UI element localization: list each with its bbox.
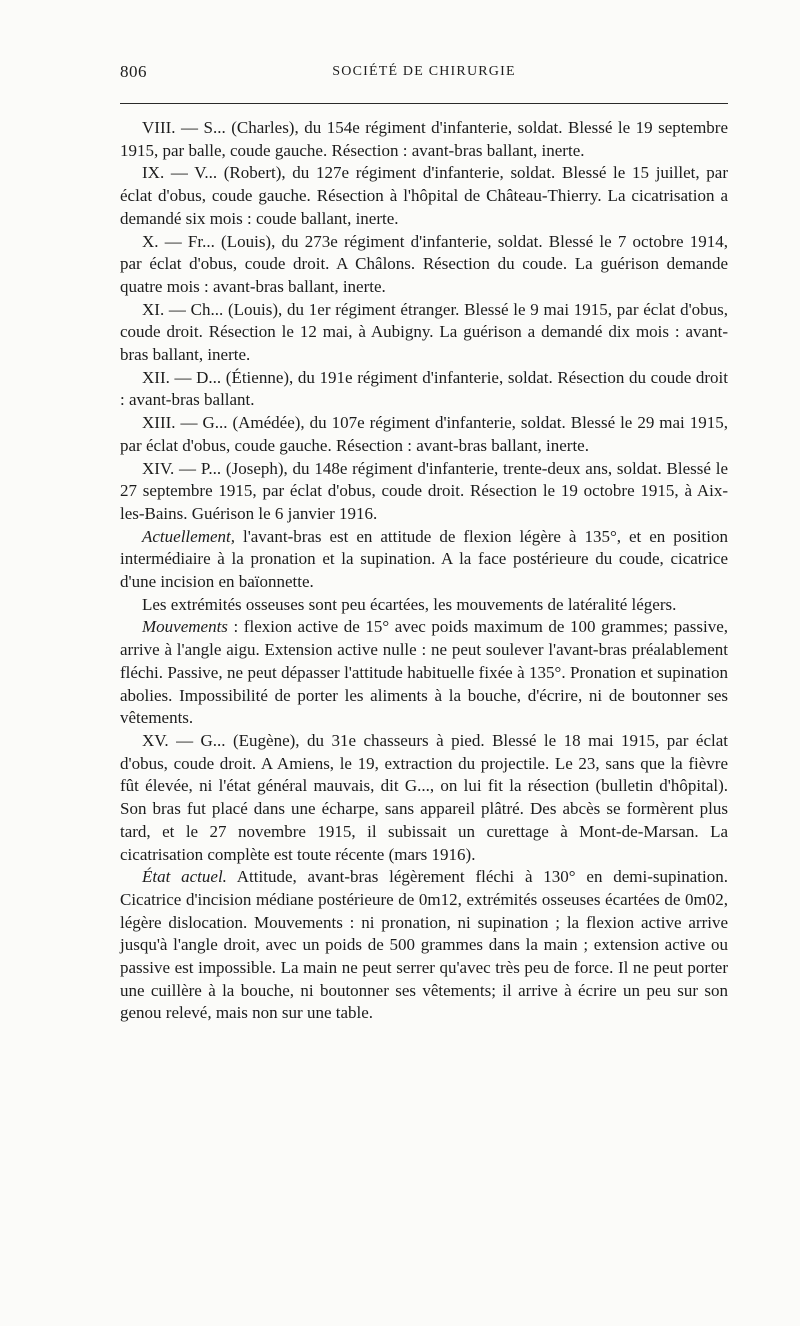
page-number: 806 bbox=[120, 62, 147, 81]
paragraph-lead: Actuellement, bbox=[142, 526, 235, 546]
paragraph-lead: Mouvements bbox=[142, 617, 228, 637]
paragraph-case-xiv: XIV. — P... (Joseph), du 148e régiment d'infanterie, trente-deux ans, soldat. Blessé le 27 septembre 1915, par éclat d'obus, coude droit. Résection le 19 octobre 1915, à Aix-les-Bains. Guérison le 6 janvier 1916. bbox=[120, 458, 728, 523]
paragraph-case-x: X. — Fr... (Louis), du 273e régiment d'infanterie, soldat. Blessé le 7 octobre 1914, par éclat d'obus, coude droit. A Châlons. Résection du coude. La guérison demande quatre mois : avant-bras ballant, inerte. bbox=[120, 231, 728, 296]
paragraph-case-xii: XII. — D... (Étienne), du 191e régiment d'infanterie, soldat. Résection du coude droit : avant-bras ballant. bbox=[120, 367, 728, 410]
paragraph-mouvements: Mouvements : flexion active de 15° avec poids maximum de 100 grammes; passive, arrive à l'angle aigu. Extension active nulle : ne peut soulever l'avant-bras préalablement fléchi. Passive, ne peut dépasser l'attitude habituelle fixée à 135°. Pronation et supination abolies. Impossibilité de porter les aliments à la bouche, d'écrire, ni de boutonner ses vêtements. bbox=[120, 617, 728, 728]
paragraph-actuellement: Actuellement, l'avant-bras est en attitude de flexion légère à 135°, et en position intermédiaire à la pronation et la supination. A la face postérieure du coude, cicatrice d'une incision en baïonnette. bbox=[120, 526, 728, 592]
paragraph-case-ix: IX. — V... (Robert), du 127e régiment d'infanterie, soldat. Blessé le 15 juillet, par éclat d'obus, coude gauche. Résection à l'hôpital de Château-Thierry. La cicatrisation a demandé six mois : coude ballant, inerte. bbox=[120, 163, 728, 228]
paragraph-etat-actuel: État actuel. Attitude, avant-bras légèrement fléchi à 130° en demi-supination. Cicatrice d'incision médiane postérieure de 0m12, extrémités osseuses écartées de 0m02, légère dislocation. Mouvements : ni pronation, ni supination ; la flexion active arrive jusqu'à l'angle droit, avec un poids de 500 grammes dans la main ; extension active ou passive est impossible. La main ne peut serrer qu'avec très peu de force. Il ne peut porter une cuillère à la bouche, ni boutonner ses vêtements; il arrive à écrire un peu sur son genou relevé, mais non sur une table. bbox=[120, 867, 728, 1023]
body-text bbox=[120, 117, 728, 1025]
page-header bbox=[120, 62, 728, 90]
paragraph-lead: État actuel. bbox=[142, 867, 227, 887]
paragraph-case-xiii: XIII. — G... (Amédée), du 107e régiment d'infanterie, soldat. Blessé le 29 mai 1915, par éclat d'obus, coude gauche. Résection : avant-bras ballant, inerte. bbox=[120, 413, 728, 455]
paragraph-case-viii: VIII. — S... (Charles), du 154e régiment d'infanterie, soldat. Blessé le 19 septembre 1915, par balle, coude gauche. Résection : avant-bras ballant, inerte. bbox=[120, 118, 728, 160]
paragraph-extremites: Les extrémités osseuses sont peu écartées, les mouvements de latéralité légers. bbox=[142, 594, 677, 614]
paragraph-case-xi: XI. — Ch... (Louis), du 1er régiment étranger. Blessé le 9 mai 1915, par éclat d'obus, coude droit. Résection le 12 mai, à Aubigny. La guérison a demandé dix mois : avant-bras ballant, inerte. bbox=[120, 299, 728, 365]
running-head: SOCIÉTÉ DE CHIRURGIE bbox=[332, 64, 516, 79]
header-rule bbox=[120, 103, 728, 104]
paragraph-case-xv: XV. — G... (Eugène), du 31e chasseurs à pied. Blessé le 18 mai 1915, par éclat d'obus, coude droit. A Amiens, le 19, extraction du projectile. Le 23, sans que la fièvre fût élevée, ni l'état général mauvais, dit G..., on lui fit la résection (bulletin d'hôpital). Son bras fut placé dans une écharpe, sans appareil plâtré. Des abcès se formèrent plus tard, et le 27 novembre 1915, il subissait un curettage à Mont-de-Marsan. La cicatrisation complète est toute récente (mars 1916). bbox=[120, 730, 728, 864]
